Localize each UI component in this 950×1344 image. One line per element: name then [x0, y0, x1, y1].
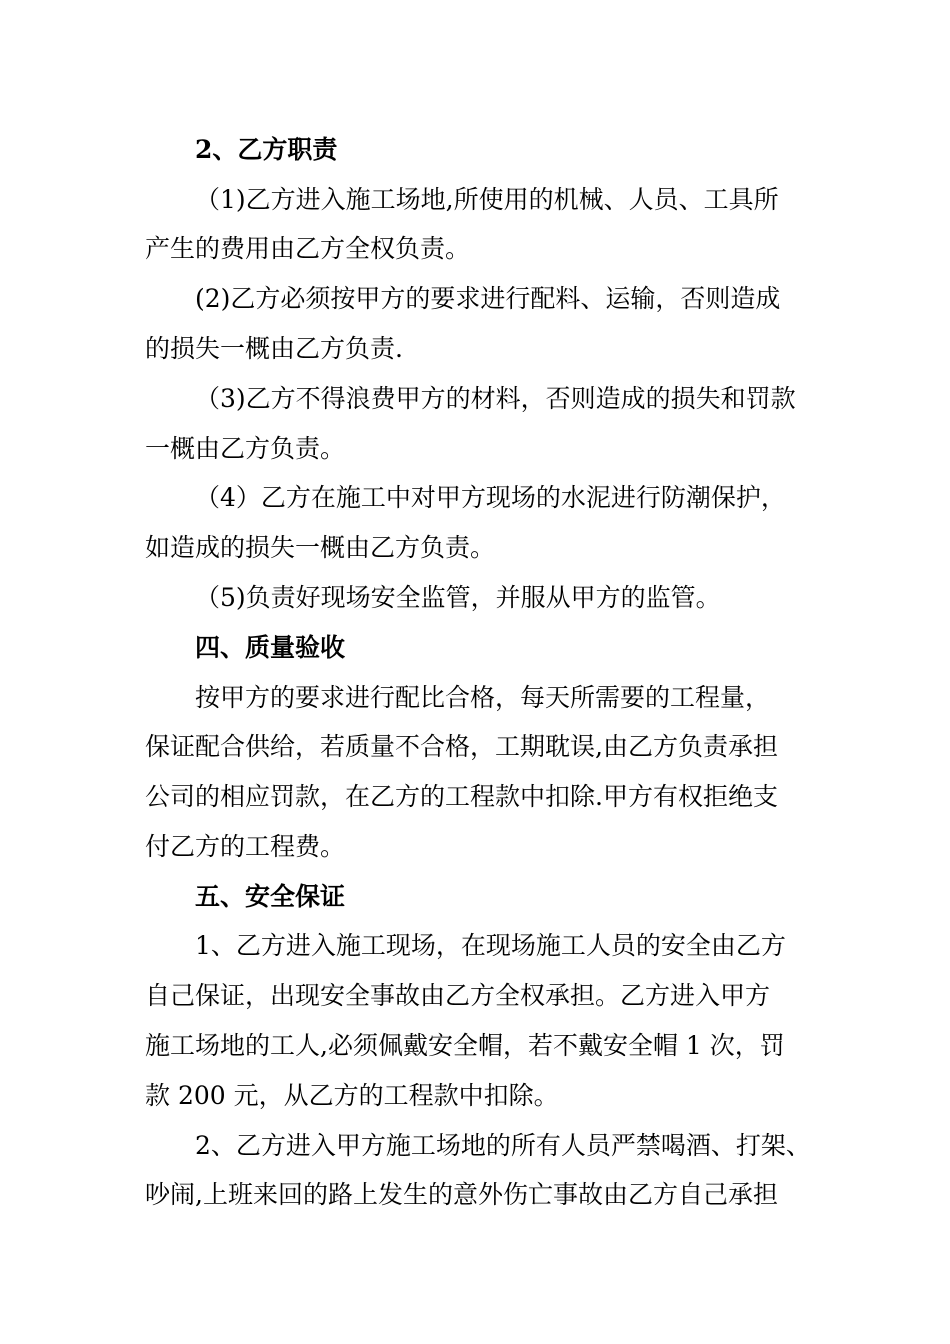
paragraph-line: 付乙方的工程费。	[145, 832, 346, 861]
heading-quality-acceptance: 四、质量验收	[195, 633, 346, 662]
paragraph-line: 保证配合供给，若质量不合格，工期耽误,由乙方负责承担	[145, 732, 778, 761]
paragraph-line: 的损失一概由乙方负责.	[145, 334, 403, 363]
paragraph-line: 公司的相应罚款，在乙方的工程款中扣除.甲方有权拒绝支	[145, 782, 778, 811]
paragraph-line: （1)乙方进入施工场地,所使用的机械、人员、工具所	[195, 185, 779, 214]
paragraph-line: （5)负责好现场安全监管，并服从甲方的监管。	[195, 583, 721, 612]
paragraph-line: 如造成的损失一概由乙方负责。	[145, 533, 496, 562]
paragraph-line: （3)乙方不得浪费甲方的材料，否则造成的损失和罚款	[195, 384, 796, 413]
paragraph-line: （4）乙方在施工中对甲方现场的水泥进行防潮保护，	[195, 483, 786, 512]
paragraph-line: 按甲方的要求进行配比合格，每天所需要的工程量，	[195, 683, 771, 712]
paragraph-line: 1、乙方进入施工现场，在现场施工人员的安全由乙方	[195, 931, 786, 960]
paragraph-line: 2、乙方进入甲方施工场地的所有人员严禁喝酒、打架、	[195, 1131, 811, 1160]
heading-safety-guarantee: 五、安全保证	[195, 882, 346, 911]
paragraph-line: 自己保证，出现安全事故由乙方全权承担。乙方进入甲方	[145, 981, 771, 1010]
paragraph-line: 吵闹,上班来回的路上发生的意外伤亡事故由乙方自己承担	[145, 1180, 778, 1209]
paragraph-line: (2)乙方必须按甲方的要求进行配料、运输，否则造成	[195, 284, 781, 313]
paragraph-line: 产生的费用由乙方全权负责。	[145, 234, 471, 263]
paragraph-line: 款 200 元，从乙方的工程款中扣除。	[145, 1081, 559, 1110]
paragraph-line: 一概由乙方负责。	[145, 434, 346, 463]
paragraph-line: 施工场地的工人,必须佩戴安全帽，若不戴安全帽 1 次，罚	[145, 1031, 785, 1060]
heading-party-b-duties: 2、乙方职责	[195, 135, 338, 164]
